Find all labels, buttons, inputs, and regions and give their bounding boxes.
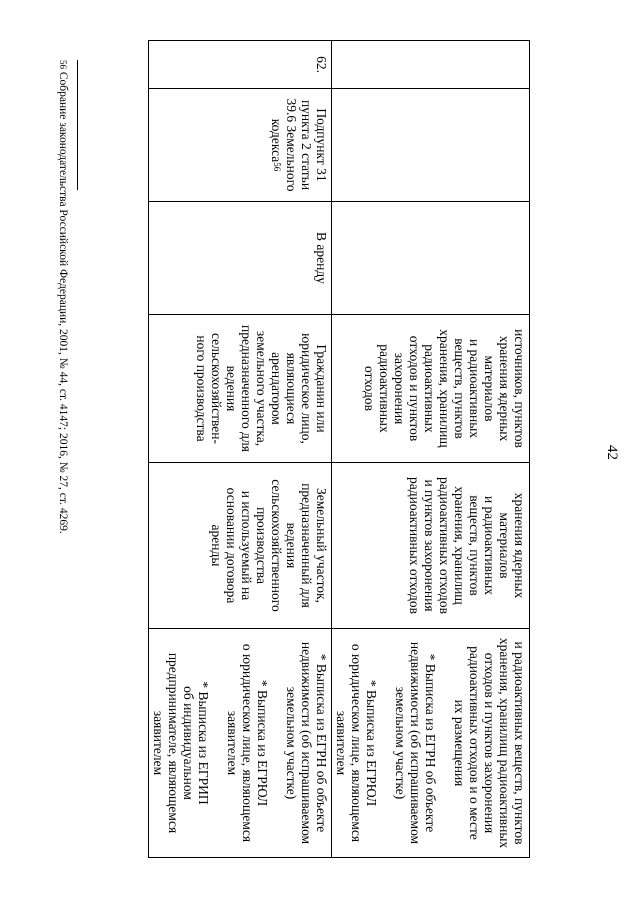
- cell-number: 62.: [149, 41, 332, 89]
- docs-paragraph: и радиоактивных веществ, пунктов хранения, хранилищ радиоактивных отходов и пунктов захоронения радиоактивных отходов и о месте их размещения: [452, 637, 527, 849]
- cell-required-documents: [149, 629, 332, 858]
- footnote-reference: 56: [272, 162, 282, 172]
- docs-paragraph: * Выписка из ЕГРЮЛ о юридическом лице, являющемся заявителем: [334, 643, 379, 843]
- cell-required-documents: [332, 629, 530, 858]
- cell-right-type: [332, 202, 530, 315]
- docs-paragraph: * Выписка из ЕГРН об объекте недвижимости (об испрашиваемом земельном участке): [284, 641, 329, 845]
- docs-paragraph: * Выписка из ЕГРЮЛ о юридическом лице, являющемся заявителем: [225, 643, 270, 843]
- cell-land-plot: Земельный участок, предназначенный для ведения сельскохозяйственного производства и используемый на основании договора аренды: [149, 463, 332, 629]
- land-documents-table: [148, 40, 530, 858]
- cell-number: [332, 41, 530, 89]
- cell-legal-basis: Подпункт 31 пункта 2 статьи 39.6 Земельного кодекса$^{56}$: [149, 89, 332, 202]
- footnote-text: Собрание законодательства Российской Федерации, 2001, № 44, ст. 4147; 2016, № 27, ст. 4269.: [57, 71, 69, 534]
- cell-applicant: Гражданин или юридическое лицо, являющиеся арендатором земельного участка, предназначенного для ведения сельскохозяйствен- ного производства: [149, 315, 332, 463]
- table-row-continued: [332, 41, 530, 858]
- page-number: 42: [604, 445, 620, 460]
- docs-paragraph: * Выписка из ЕГРН об объекте недвижимости (об испрашиваемом земельном участке): [393, 641, 438, 845]
- footnote-divider: [77, 60, 78, 190]
- footnote: [56, 60, 70, 840]
- cell-land-plot: хранения ядерных материалов и радиоактивных веществ, пунктов хранения, хранилищ радиоактивных отходов и пунктов захоронения радиоактивных отходов: [332, 463, 530, 629]
- cell-legal-basis: [332, 89, 530, 202]
- docs-paragraph: * Выписка из ЕГРИП об индивидуальном предпринимателе, являющемся заявителем: [151, 652, 211, 834]
- cell-applicant: источников, пунктов хранения ядерных материалов и радиоактивных веществ, пунктов хранения, хранилищ радиоактивных отходов и пунктов захоронения радиоактивных отходов: [332, 315, 530, 463]
- footnote-mark: 56: [58, 60, 68, 69]
- table-row-62: [149, 41, 332, 858]
- cell-right-type: В аренду: [149, 202, 332, 315]
